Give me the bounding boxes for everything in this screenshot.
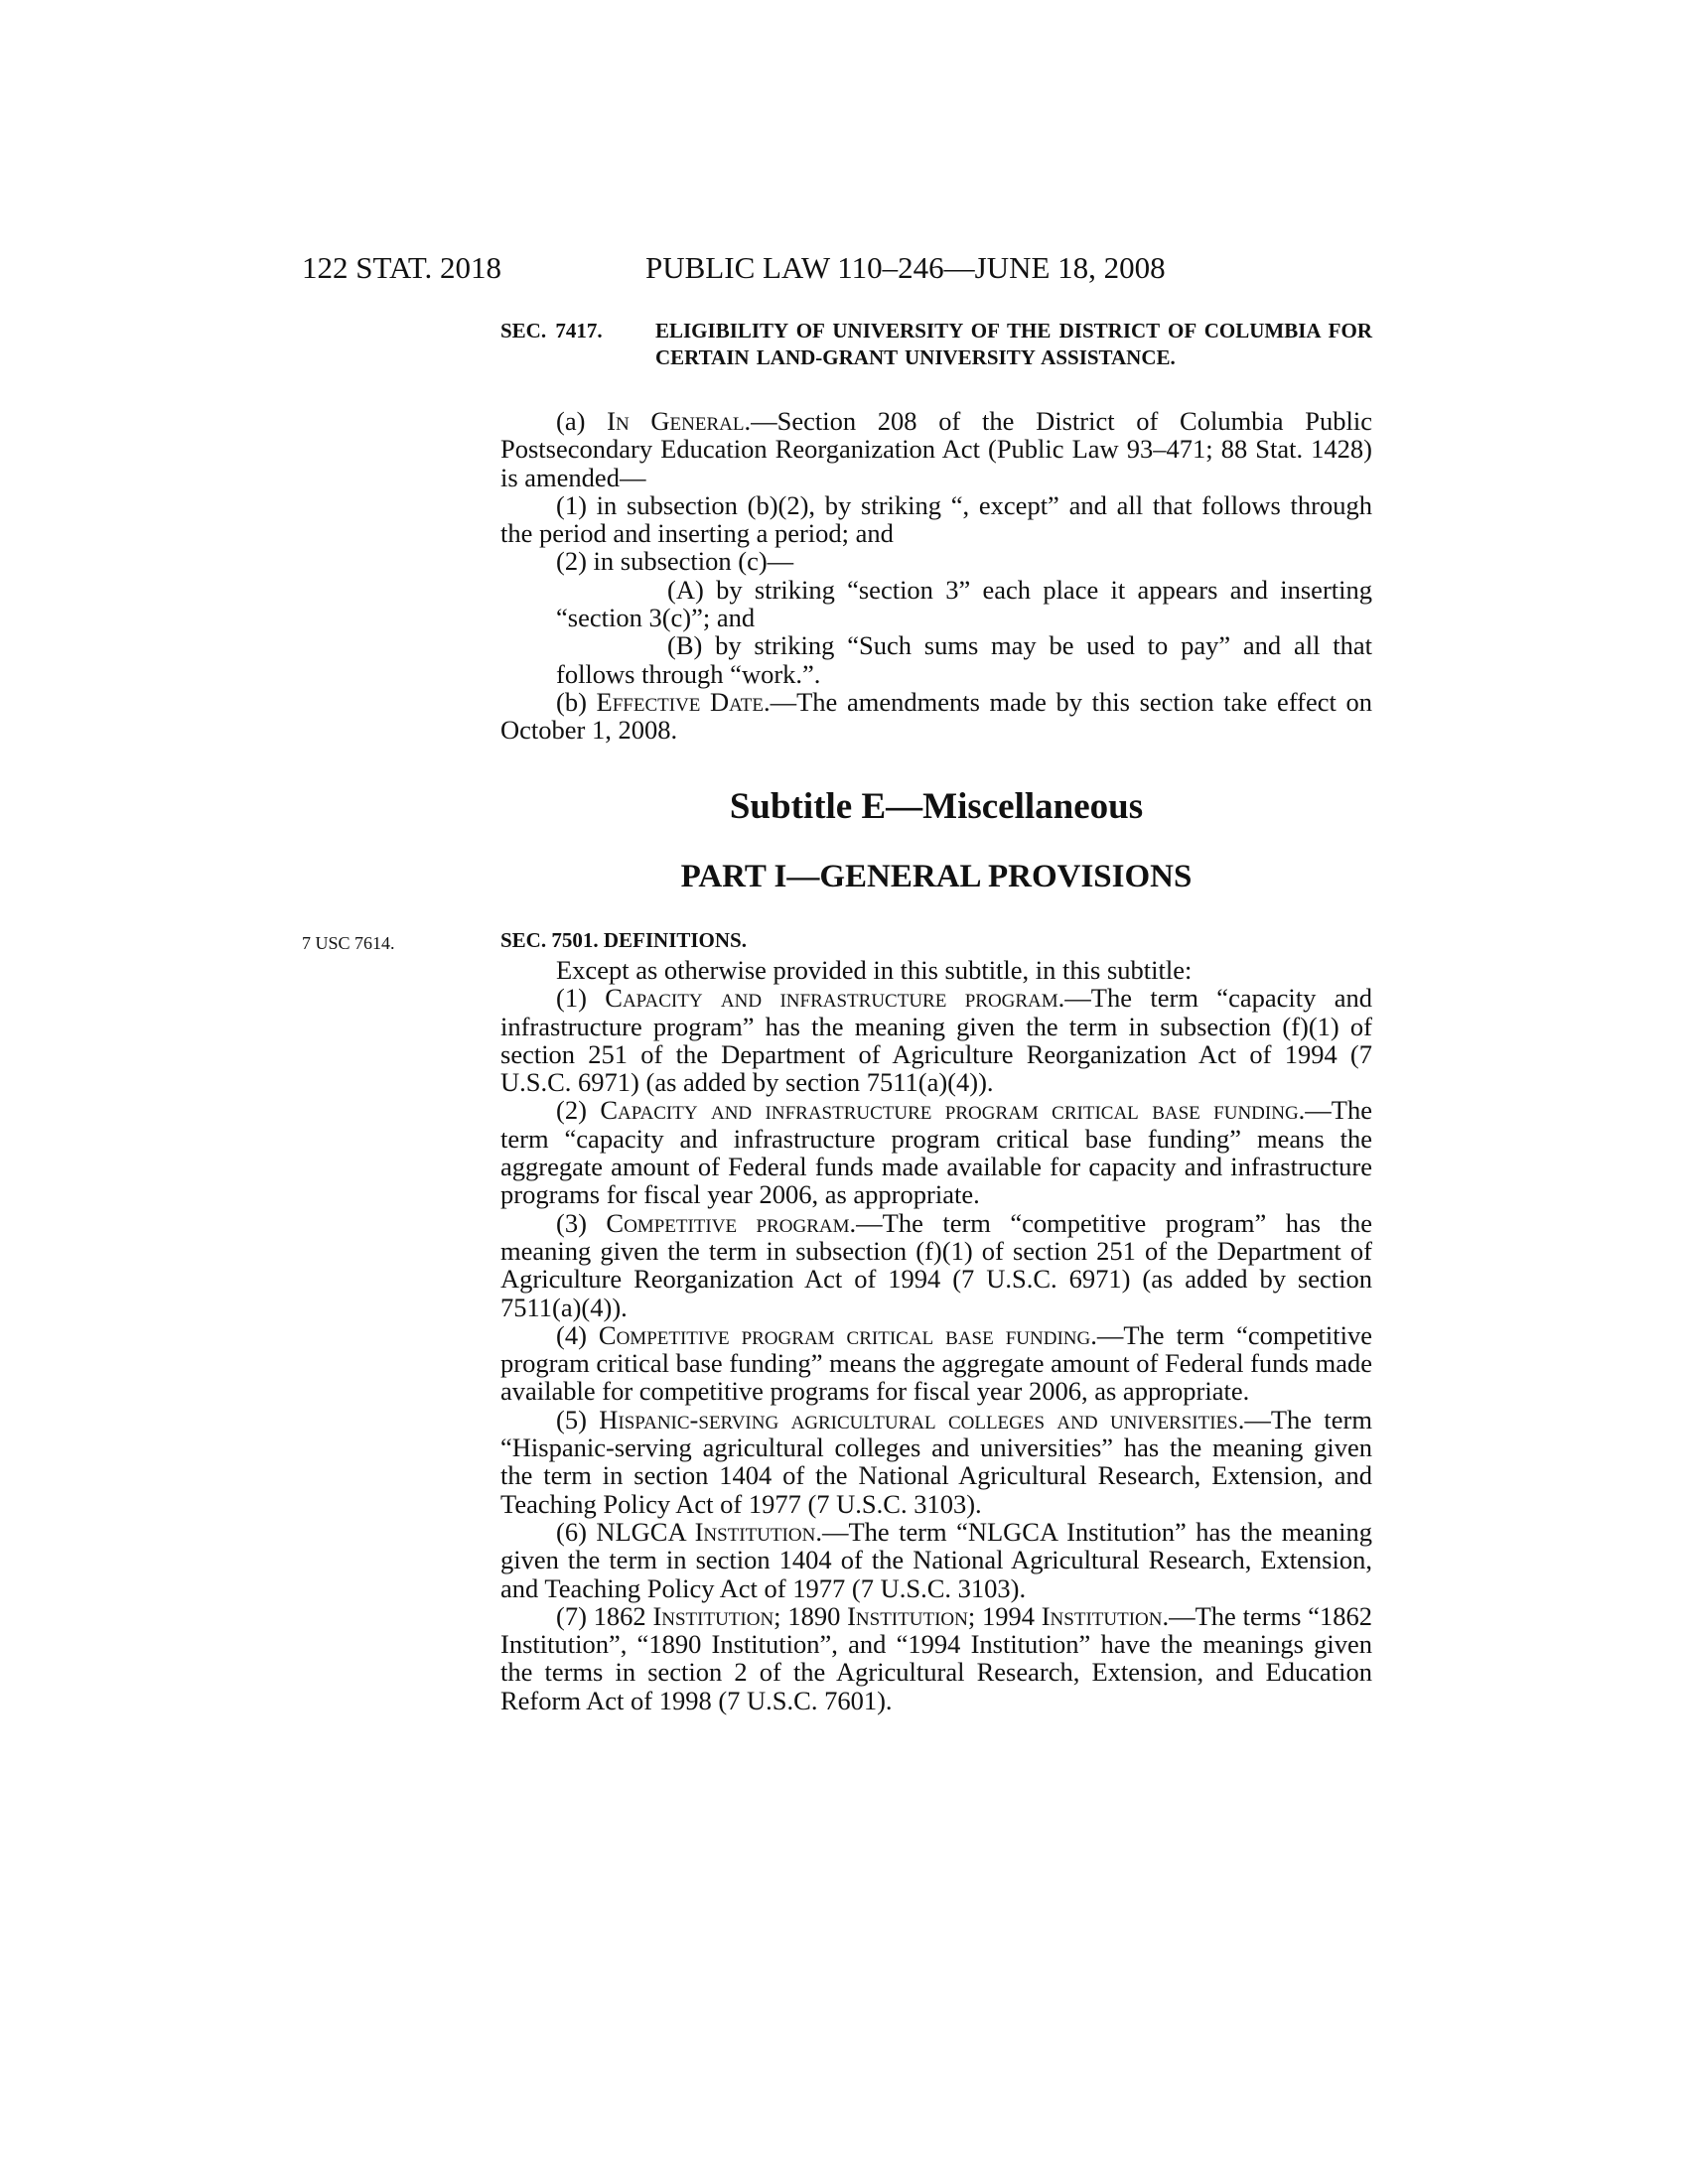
definition-4: (4) Competitive program critical base funding.—The term “competitive program critical base funding” means the aggregate amount of Federal funds made available for competitive programs for fiscal year 2006, as appropriate.: [500, 1319, 1372, 1407]
subsection-a: (a) In General.—Section 208 of the District of Columbia Public Postsecondary Education Reorganization Act (Public Law 93–471; 88 Stat. 1428) is amended—: [500, 406, 1372, 492]
definition-2: (2) Capacity and infrastructure program critical base funding.—The term “capacity and infrastructure program critical base funding” means the aggregate amount of Federal funds made available for capacity and infrastructure programs for fiscal year 2006, as appropriate.: [500, 1095, 1372, 1210]
paragraph-a1: (1) in subsection (b)(2), by striking “, except” and all that follows through the period and inserting a period; and: [500, 489, 1372, 549]
running-head: [302, 248, 1394, 288]
stat-page-number: 122 STAT. 2018: [302, 250, 502, 285]
paragraph-a2: (2) in subsection (c)—: [556, 546, 794, 577]
definition-7: (7) 1862 Institution; 1890 Institution; 1994 Institution.—The terms “1862 Institution”, “1890 Institution”, and “1994 Institution” have the meanings given the terms in section 2 of the Agricultural Research, Extension, and Education Reform Act of 1998 (7 U.S.C. 7601).: [500, 1600, 1372, 1715]
public-law-citation: PUBLIC LAW 110–246—JUNE 18, 2008: [645, 250, 1166, 285]
section-7417-number: SEC. 7417.: [500, 319, 603, 342]
section-7417-heading: [500, 318, 1372, 371]
section-7501-body: [500, 956, 1372, 1714]
subsection-b: (b) Effective Date.—The amendments made by this section take effect on October 1, 2008.: [500, 686, 1373, 746]
usc-margin-note: 7 USC 7614.: [302, 933, 395, 953]
subtitle-heading: Subtitle E—Miscellaneous: [729, 786, 1144, 827]
section-7417-title: ELIGIBILITY OF UNIVERSITY OF THE DISTRICT OF COLUMBIA FOR CERTAIN LAND-GRANT UNIVERSITY ASSISTANCE.: [655, 319, 1372, 369]
definition-1: (1) Capacity and infrastructure program.—The term “capacity and infrastructure program” has the meaning given the term in subsection (f)(1) of section 251 of the Department of Agriculture Reorganization Act of 1994 (7 U.S.C. 6971) (as added by section 7511(a)(4)).: [500, 983, 1372, 1098]
part-heading: PART I—GENERAL PROVISIONS: [680, 859, 1193, 894]
definition-6: (6) NLGCA Institution.—The term “NLGCA Institution” has the meaning given the term in section 1404 of the National Agricultural Research, Extension, and Teaching Policy Act of 1977 (7 U.S.C. 3103).: [500, 1516, 1373, 1603]
definitions-intro: Except as otherwise provided in this subtitle, in this subtitle:: [556, 955, 1193, 985]
section-7501-heading: SEC. 7501. DEFINITIONS.: [500, 928, 747, 952]
subparagraph-a2A: (A) by striking “section 3” each place it appears and inserting “section 3(c)”; and: [556, 574, 1372, 633]
definition-3: (3) Competitive program.—The term “competitive program” has the meaning given the term in subsection (f)(1) of section 251 of the Department of Agriculture Reorganization Act of 1994 (7 U.S.C. 6971) (as added by section 7511(a)(4)).: [500, 1207, 1372, 1322]
subparagraph-a2B: (B) by striking “Such sums may be used to pay” and all that follows through “work.”.: [556, 630, 1372, 689]
section-7417-body: [500, 407, 1372, 745]
definition-5: (5) Hispanic-serving agricultural colleges and universities.—The term “Hispanic-serving agricultural colleges and universities” has the meaning given the term in section 1404 of the National Agricultural Research, Extension, and Teaching Policy Act of 1977 (7 U.S.C. 3103).: [500, 1404, 1372, 1519]
